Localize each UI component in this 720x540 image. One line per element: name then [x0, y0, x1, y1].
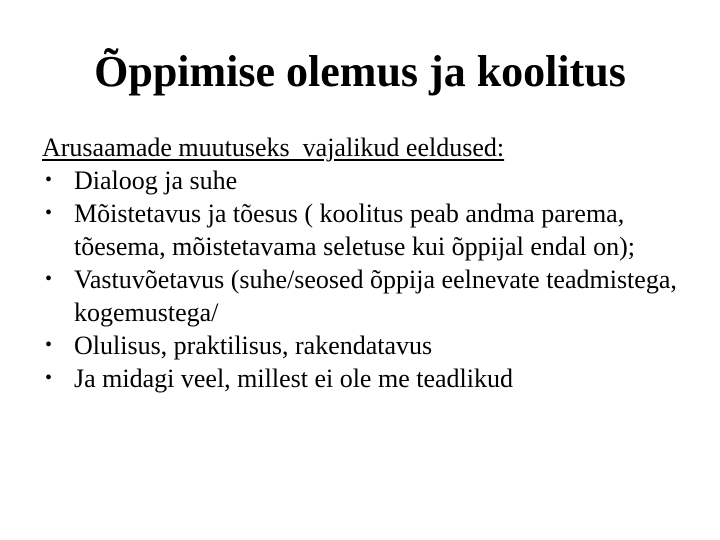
list-item	[42, 329, 682, 362]
bullet-icon: •	[45, 268, 53, 290]
list-item	[42, 164, 682, 197]
list-item-text: Mõistetavus ja tõesus ( koolitus peab andma parema, tõesema, mõistetavama seletuse kui õppijal endal on);	[74, 199, 636, 261]
list-item	[42, 197, 682, 263]
intro-heading: Arusaamade muutuseks vajalikud eeldused:	[42, 133, 505, 162]
list-item-text: Vastuvõetavus (suhe/seosed õppija eelnevate teadmistega, kogemustega/	[74, 265, 677, 327]
list-item-text: Dialoog ja suhe	[74, 166, 238, 195]
list-item-text: Ja midagi veel, millest ei ole me teadlikud	[74, 364, 513, 393]
bullet-icon: •	[45, 202, 53, 224]
bullet-icon: •	[45, 169, 53, 191]
list-item-text: Olulisus, praktilisus, rakendatavus	[74, 331, 433, 360]
bullet-list	[42, 164, 682, 395]
slide-body	[42, 131, 682, 395]
list-item	[42, 362, 682, 395]
bullet-icon: •	[45, 367, 53, 389]
bullet-icon: •	[45, 334, 53, 356]
slide-title: Õppimise olemus ja koolitus	[94, 47, 626, 96]
list-item	[42, 263, 682, 329]
